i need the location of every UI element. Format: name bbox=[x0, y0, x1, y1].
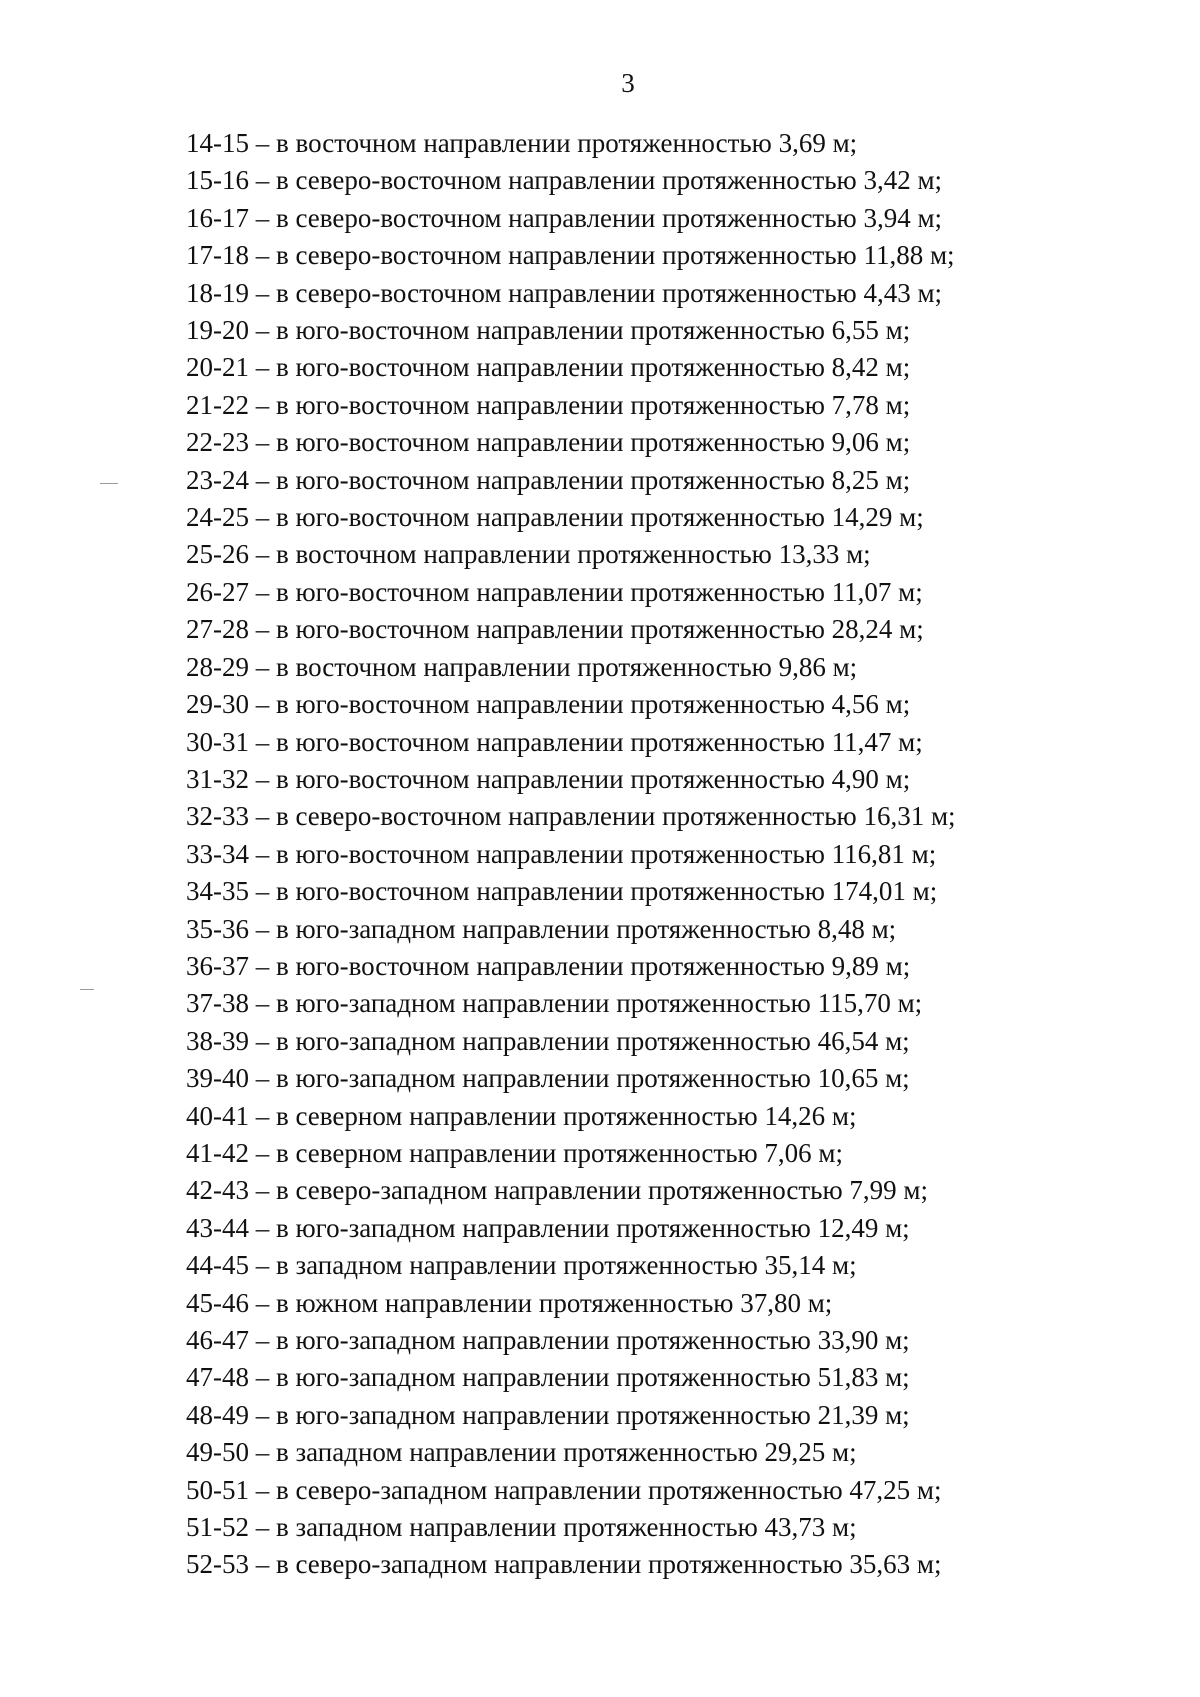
boundary-segment-row bbox=[186, 1135, 956, 1172]
segment-number: 14-15 bbox=[186, 128, 249, 158]
dash-separator: – bbox=[255, 1474, 270, 1505]
segment-number: 40-41 bbox=[186, 1100, 249, 1131]
segment-number: 34-35 bbox=[186, 876, 249, 907]
segment-description: в юго-западном направлении протяженностью 51,83 м; bbox=[276, 1362, 910, 1393]
segment-number: 29-30 bbox=[186, 689, 249, 720]
segment-description: в юго-восточном направлении протяженностью 6,55 м; bbox=[276, 315, 911, 346]
boundary-segment-row bbox=[186, 574, 956, 611]
dash-separator: – bbox=[255, 913, 270, 944]
segment-description: в юго-западном направлении протяженностью 12,49 м; bbox=[276, 1212, 910, 1243]
segment-description: в юго-восточном направлении протяженностью 8,42 м; bbox=[276, 352, 911, 383]
segment-description: в северо-западном направлении протяженностью 35,63 м; bbox=[276, 1549, 942, 1580]
segment-description: в северо-западном направлении протяженностью 47,25 м; bbox=[276, 1474, 942, 1505]
segment-number: 50-51 bbox=[186, 1474, 249, 1505]
segment-description: в восточном направлении протяженностью 3,69 м; bbox=[276, 128, 858, 158]
dash-separator: – bbox=[255, 1549, 270, 1580]
segment-description: в юго-западном направлении протяженностью 33,90 м; bbox=[276, 1325, 910, 1355]
boundary-segment-row bbox=[186, 312, 956, 349]
segment-number: 21-22 bbox=[186, 389, 249, 420]
dash-separator: – bbox=[255, 128, 270, 158]
dash-separator: – bbox=[255, 1512, 270, 1543]
boundary-segment-row bbox=[186, 1210, 956, 1247]
boundary-segment-row bbox=[186, 1397, 956, 1434]
boundary-segment-row bbox=[186, 1098, 956, 1135]
boundary-segment-row bbox=[186, 275, 956, 312]
dash-separator: – bbox=[255, 1212, 270, 1243]
segment-number: 16-17 bbox=[186, 202, 249, 233]
segment-number: 15-16 bbox=[186, 165, 249, 196]
segment-number: 49-50 bbox=[186, 1437, 249, 1468]
dash-separator: – bbox=[255, 502, 270, 533]
boundary-segment-row bbox=[186, 1322, 956, 1359]
dash-separator: – bbox=[255, 1025, 270, 1056]
segment-number: 45-46 bbox=[186, 1287, 249, 1318]
segment-number: 42-43 bbox=[186, 1175, 249, 1206]
segment-number: 27-28 bbox=[186, 614, 249, 645]
boundary-segment-row bbox=[186, 985, 956, 1022]
segment-number: 43-44 bbox=[186, 1212, 249, 1243]
boundary-segment-row bbox=[186, 387, 956, 424]
segment-number: 51-52 bbox=[186, 1512, 249, 1543]
boundary-segment-row bbox=[186, 536, 956, 573]
segment-number: 17-18 bbox=[186, 240, 249, 271]
dash-separator: – bbox=[255, 801, 270, 832]
boundary-segment-row bbox=[186, 1060, 956, 1097]
dash-separator: – bbox=[255, 763, 270, 794]
segment-description: в юго-восточном направлении протяженностью 4,56 м; bbox=[276, 689, 911, 720]
dash-separator: – bbox=[255, 1437, 270, 1468]
boundary-segment-row bbox=[186, 424, 956, 461]
segment-number: 37-38 bbox=[186, 988, 249, 1019]
segment-description: в юго-западном направлении протяженностью 115,70 м; bbox=[276, 988, 923, 1019]
segment-description: в юго-восточном направлении протяженностью 9,06 м; bbox=[276, 427, 911, 458]
segment-number: 25-26 bbox=[186, 539, 249, 570]
segment-number: 26-27 bbox=[186, 576, 249, 607]
boundary-segment-row bbox=[186, 798, 956, 835]
boundary-segment-row bbox=[186, 836, 956, 873]
dash-separator: – bbox=[255, 1175, 270, 1206]
dash-separator: – bbox=[255, 1137, 270, 1168]
segment-description: в юго-восточном направлении протяженностью 11,07 м; bbox=[276, 576, 923, 607]
segment-number: 19-20 bbox=[186, 315, 249, 346]
page-number: 3 bbox=[621, 68, 635, 98]
boundary-segment-row bbox=[186, 499, 956, 536]
dash-separator: – bbox=[255, 427, 270, 458]
segment-description: в северо-восточном направлении протяженностью 16,31 м; bbox=[276, 801, 956, 832]
boundary-segment-row bbox=[186, 724, 956, 761]
segment-description: в юго-восточном направлении протяженностью 8,25 м; bbox=[276, 464, 911, 495]
dash-separator: – bbox=[255, 202, 270, 233]
margin-scan-mark-bottom bbox=[80, 989, 94, 990]
dash-separator: – bbox=[255, 614, 270, 645]
dash-separator: – bbox=[255, 1287, 270, 1318]
segment-number: 36-37 bbox=[186, 950, 249, 981]
segment-description: в юго-восточном направлении протяженностью 116,81 м; bbox=[276, 838, 937, 869]
segment-number: 47-48 bbox=[186, 1362, 249, 1393]
dash-separator: – bbox=[255, 240, 270, 271]
boundary-segment-row bbox=[186, 237, 956, 274]
segment-description: в юго-западном направлении протяженностью 21,39 м; bbox=[276, 1399, 910, 1430]
dash-separator: – bbox=[255, 389, 270, 420]
segment-number: 52-53 bbox=[186, 1549, 249, 1580]
segment-number: 31-32 bbox=[186, 763, 249, 794]
boundary-segment-row bbox=[186, 1472, 956, 1509]
boundary-segment-row bbox=[186, 1359, 956, 1396]
dash-separator: – bbox=[255, 1100, 270, 1131]
boundary-segment-row bbox=[186, 1509, 956, 1546]
segment-description: в юго-восточном направлении протяженностью 9,89 м; bbox=[276, 950, 911, 981]
boundary-segment-row bbox=[186, 1023, 956, 1060]
boundary-segment-row bbox=[186, 1247, 956, 1284]
segment-description: в юго-западном направлении протяженностью 8,48 м; bbox=[276, 913, 897, 944]
segment-number: 30-31 bbox=[186, 726, 249, 757]
segment-number: 39-40 bbox=[186, 1063, 249, 1094]
segment-description: в северо-восточном направлении протяженностью 3,94 м; bbox=[276, 202, 943, 233]
segment-number: 23-24 bbox=[186, 464, 249, 495]
segment-number: 32-33 bbox=[186, 801, 249, 832]
segment-description: в юго-восточном направлении протяженностью 14,29 м; bbox=[276, 502, 924, 533]
segment-description: в юго-восточном направлении протяженностью 11,47 м; bbox=[276, 726, 923, 757]
dash-separator: – bbox=[255, 1325, 270, 1355]
segment-description: в северо-восточном направлении протяженностью 11,88 м; bbox=[276, 240, 955, 271]
segment-description: в западном направлении протяженностью 29,25 м; bbox=[276, 1437, 857, 1468]
segment-description: в северо-восточном направлении протяженностью 3,42 м; bbox=[276, 165, 943, 196]
boundary-segment-row bbox=[186, 1172, 956, 1209]
boundary-segment-row bbox=[186, 162, 956, 199]
dash-separator: – bbox=[255, 838, 270, 869]
boundary-segment-row bbox=[186, 761, 956, 798]
boundary-segment-list bbox=[186, 125, 956, 1584]
dash-separator: – bbox=[255, 988, 270, 1019]
segment-description: в юго-западном направлении протяженностью 46,54 м; bbox=[276, 1025, 910, 1056]
boundary-segment-row bbox=[186, 125, 956, 162]
segment-number: 38-39 bbox=[186, 1025, 249, 1056]
segment-description: в западном направлении протяженностью 35,14 м; bbox=[276, 1250, 857, 1281]
boundary-segment-row bbox=[186, 948, 956, 985]
segment-description: в восточном направлении протяженностью 13,33 м; bbox=[276, 539, 871, 570]
boundary-segment-row bbox=[186, 649, 956, 686]
segment-description: в северном направлении протяженностью 7,06 м; bbox=[276, 1137, 844, 1168]
dash-separator: – bbox=[255, 1250, 270, 1281]
segment-number: 22-23 bbox=[186, 427, 249, 458]
segment-number: 44-45 bbox=[186, 1250, 249, 1281]
boundary-segment-row bbox=[186, 1546, 956, 1583]
boundary-segment-row bbox=[186, 1285, 956, 1322]
segment-description: в северном направлении протяженностью 14,26 м; bbox=[276, 1100, 857, 1131]
dash-separator: – bbox=[255, 352, 270, 383]
segment-description: в западном направлении протяженностью 43,73 м; bbox=[276, 1512, 857, 1543]
dash-separator: – bbox=[255, 950, 270, 981]
dash-separator: – bbox=[255, 1063, 270, 1094]
segment-number: 18-19 bbox=[186, 277, 249, 308]
dash-separator: – bbox=[255, 539, 270, 570]
segment-number: 28-29 bbox=[186, 651, 249, 682]
boundary-segment-row bbox=[186, 911, 956, 948]
segment-number: 41-42 bbox=[186, 1137, 249, 1168]
boundary-segment-row bbox=[186, 611, 956, 648]
boundary-segment-row bbox=[186, 873, 956, 910]
boundary-segment-row bbox=[186, 462, 956, 499]
segment-description: в юго-восточном направлении протяженностью 4,90 м; bbox=[276, 763, 911, 794]
segment-number: 46-47 bbox=[186, 1325, 249, 1355]
boundary-segment-row bbox=[186, 1434, 956, 1471]
segment-description: в северо-западном направлении протяженностью 7,99 м; bbox=[276, 1175, 928, 1206]
segment-description: в южном направлении протяженностью 37,80 м; bbox=[276, 1287, 833, 1318]
dash-separator: – bbox=[255, 1399, 270, 1430]
dash-separator: – bbox=[255, 576, 270, 607]
segment-number: 20-21 bbox=[186, 352, 249, 383]
segment-description: в восточном направлении протяженностью 9,86 м; bbox=[276, 651, 858, 682]
dash-separator: – bbox=[255, 876, 270, 907]
dash-separator: – bbox=[255, 165, 270, 196]
dash-separator: – bbox=[255, 651, 270, 682]
segment-description: в юго-восточном направлении протяженностью 28,24 м; bbox=[276, 614, 924, 645]
dash-separator: – bbox=[255, 277, 270, 308]
dash-separator: – bbox=[255, 726, 270, 757]
segment-description: в юго-восточном направлении протяженностью 174,01 м; bbox=[276, 876, 938, 907]
segment-number: 24-25 bbox=[186, 502, 249, 533]
dash-separator: – bbox=[255, 1362, 270, 1393]
boundary-segment-row bbox=[186, 349, 956, 386]
dash-separator: – bbox=[255, 464, 270, 495]
segment-number: 48-49 bbox=[186, 1399, 249, 1430]
segment-description: в юго-западном направлении протяженностью 10,65 м; bbox=[276, 1063, 910, 1094]
margin-scan-mark-top bbox=[100, 483, 118, 484]
boundary-segment-row bbox=[186, 686, 956, 723]
dash-separator: – bbox=[255, 315, 270, 346]
segment-number: 33-34 bbox=[186, 838, 249, 869]
segment-description: в северо-восточном направлении протяженностью 4,43 м; bbox=[276, 277, 943, 308]
segment-number: 35-36 bbox=[186, 913, 249, 944]
segment-description: в юго-восточном направлении протяженностью 7,78 м; bbox=[276, 389, 911, 420]
boundary-segment-row bbox=[186, 200, 956, 237]
dash-separator: – bbox=[255, 689, 270, 720]
